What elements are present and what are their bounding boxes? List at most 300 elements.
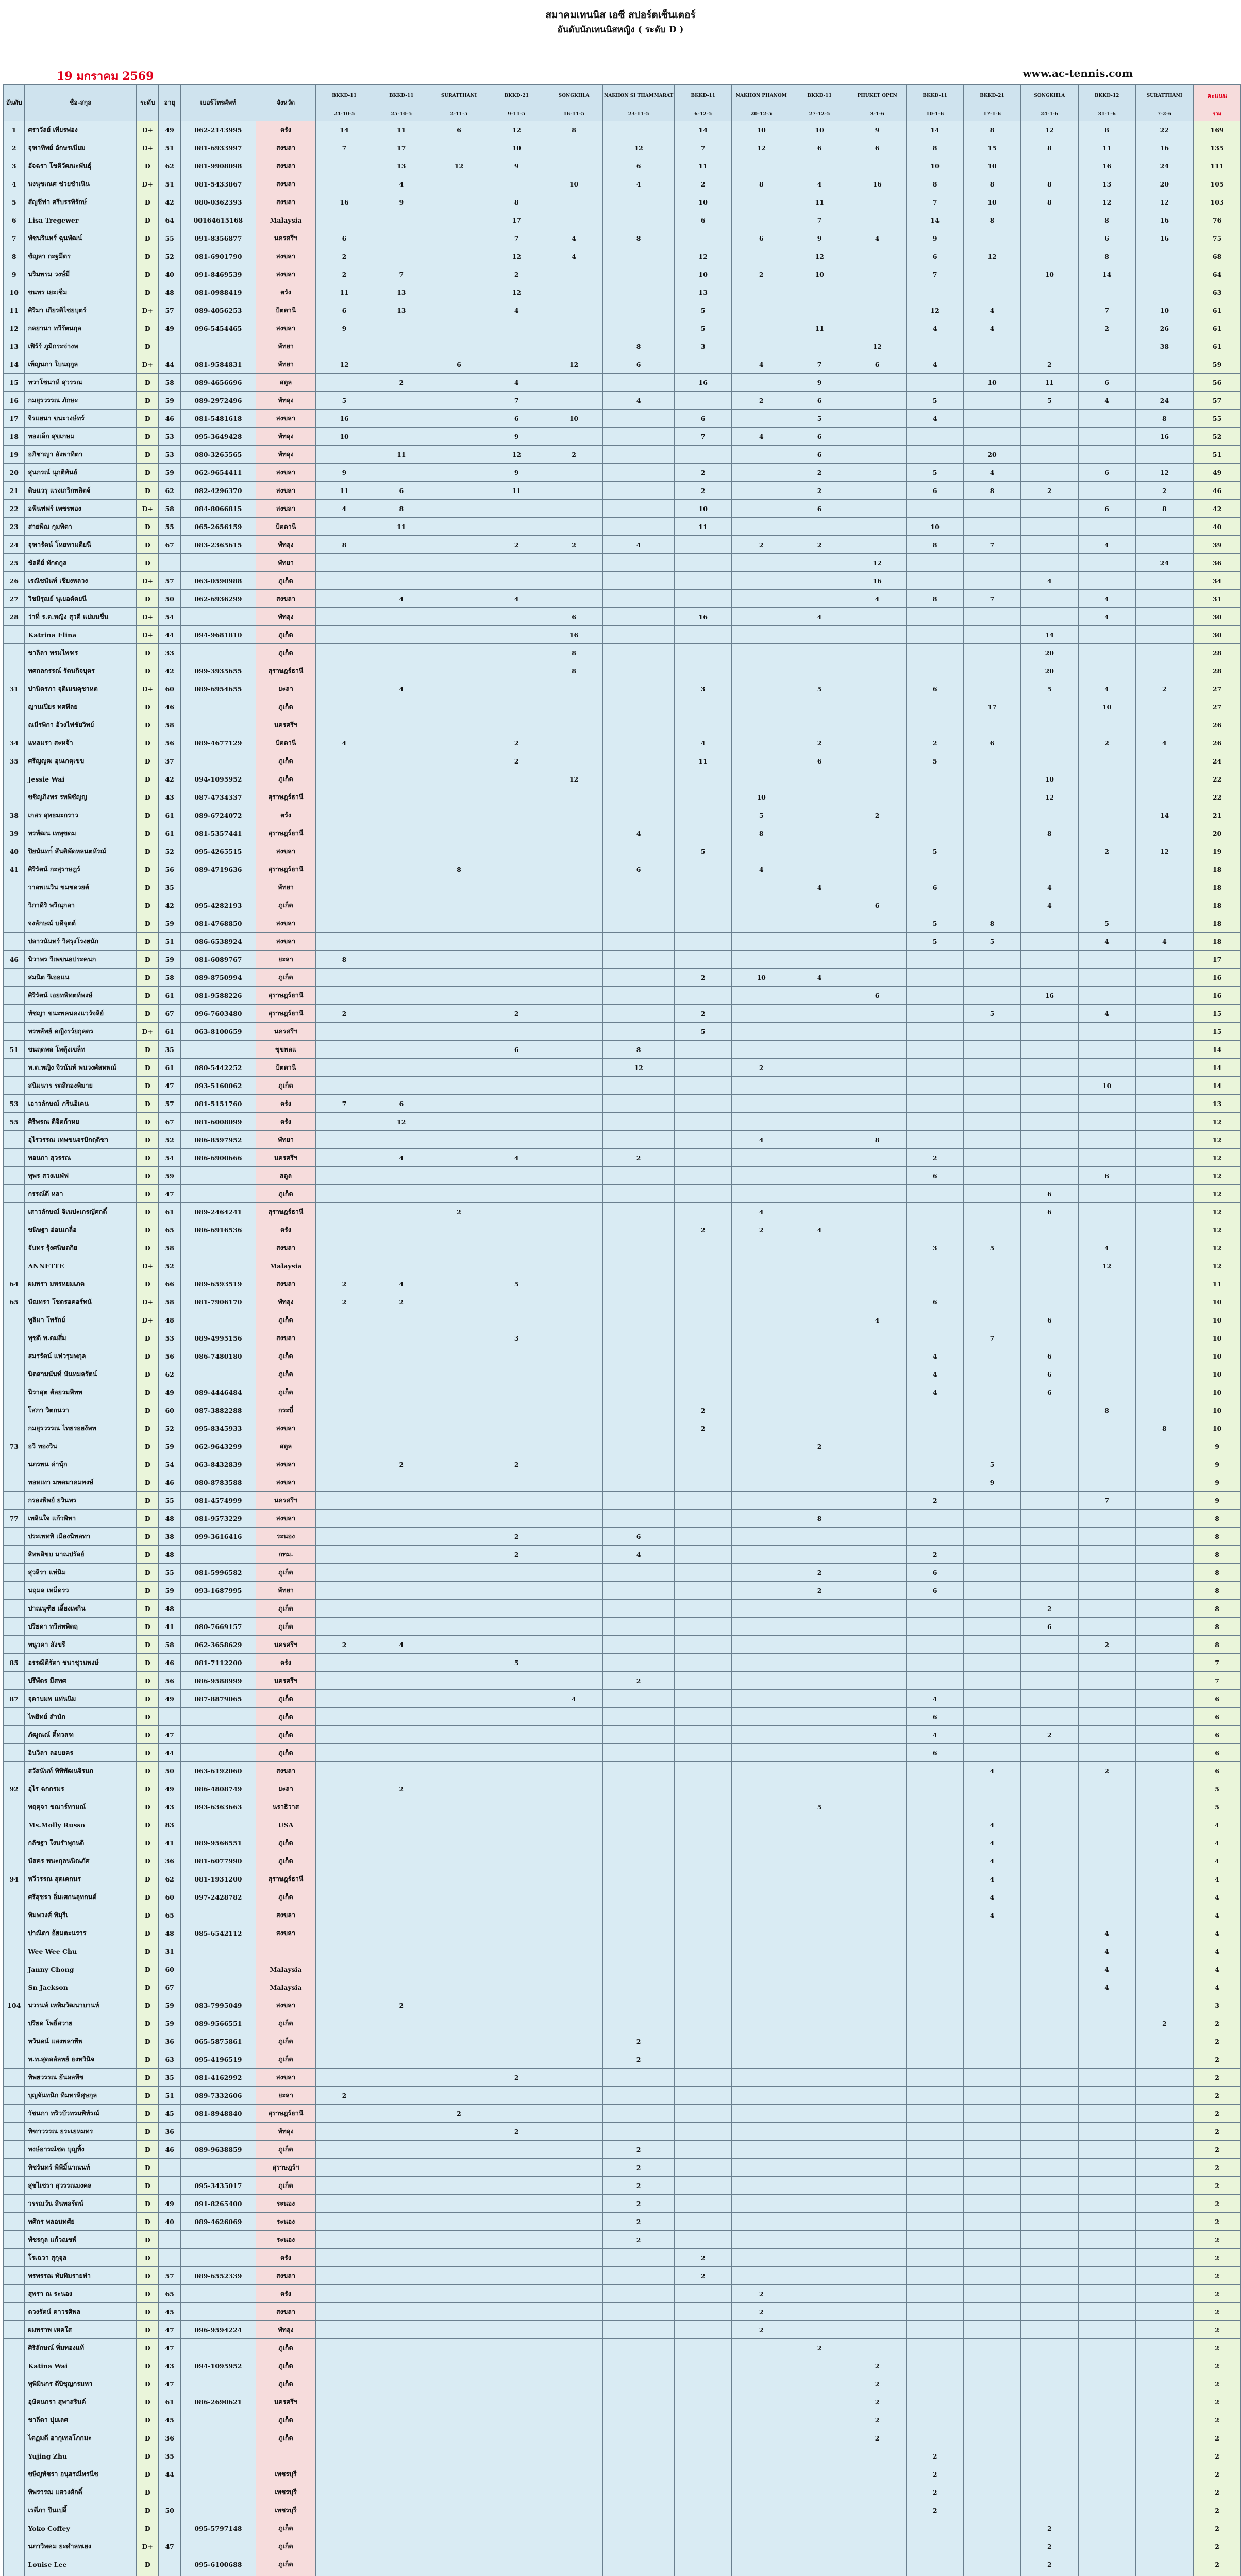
- level-cell: D: [137, 374, 159, 392]
- score-cell: 2: [907, 1546, 964, 1564]
- website-link[interactable]: www.ac-tennis.com: [1022, 67, 1133, 79]
- score-cell: [430, 2213, 488, 2231]
- event-header: NAKHON SI THAMMARAT: [602, 85, 674, 107]
- score-cell: 4: [964, 1852, 1021, 1870]
- table-row: [4, 1636, 1241, 1654]
- score-cell: [1020, 283, 1078, 301]
- score-cell: 4: [373, 1636, 430, 1654]
- score-cell: 10: [732, 969, 791, 987]
- province-cell: นครศรีฯ: [256, 2393, 315, 2411]
- score-cell: [848, 1528, 907, 1546]
- phone-cell: 083-7995049: [180, 1996, 256, 2014]
- total-cell: 2: [1194, 2339, 1241, 2357]
- score-cell: [488, 2195, 545, 2213]
- score-cell: [675, 2321, 732, 2339]
- score-cell: [848, 1059, 907, 1077]
- score-cell: [545, 1239, 603, 1257]
- score-cell: [373, 2285, 430, 2303]
- score-cell: [545, 1996, 603, 2014]
- province-cell: ตรัง: [256, 1221, 315, 1239]
- phone-cell: 062-3658629: [180, 1636, 256, 1654]
- score-cell: [1135, 644, 1194, 662]
- total-cell: 2: [1194, 2519, 1241, 2537]
- total-cell: 10: [1194, 1329, 1241, 1347]
- score-cell: [1078, 1564, 1135, 1582]
- score-cell: [791, 1780, 848, 1798]
- score-cell: [1020, 247, 1078, 265]
- score-cell: [1020, 464, 1078, 482]
- score-cell: [430, 933, 488, 951]
- score-cell: [1078, 878, 1135, 896]
- province-cell: สงขลา: [256, 500, 315, 518]
- table-row: [4, 500, 1241, 518]
- score-cell: [430, 2483, 488, 2501]
- score-cell: [964, 554, 1021, 572]
- total-cell: 10: [1194, 1347, 1241, 1365]
- score-cell: 2: [907, 2447, 964, 2465]
- age-cell: 44: [159, 1744, 181, 1762]
- score-cell: [732, 337, 791, 355]
- total-cell: 7: [1194, 1654, 1241, 1672]
- level-cell: D: [137, 896, 159, 914]
- score-cell: [848, 1365, 907, 1383]
- score-cell: [430, 1149, 488, 1167]
- province-cell: สงขลา: [256, 139, 315, 157]
- score-cell: 5: [675, 301, 732, 319]
- rank-cell: [4, 2105, 25, 2123]
- score-cell: [964, 1311, 1021, 1329]
- level-cell: D: [137, 2069, 159, 2087]
- score-cell: 4: [964, 1888, 1021, 1906]
- score-cell: [373, 2195, 430, 2213]
- score-cell: [316, 1077, 373, 1095]
- score-cell: [488, 788, 545, 806]
- level-cell: [137, 2573, 159, 2576]
- phone-cell: 081-4768850: [180, 914, 256, 933]
- score-cell: 4: [373, 175, 430, 193]
- score-cell: 26: [1135, 319, 1194, 337]
- score-cell: [1078, 2267, 1135, 2285]
- score-cell: [545, 572, 603, 590]
- score-cell: [602, 410, 674, 428]
- score-cell: [1020, 1221, 1078, 1239]
- score-cell: [1020, 969, 1078, 987]
- level-cell: D: [137, 860, 159, 878]
- age-cell: 42: [159, 896, 181, 914]
- score-cell: [430, 1546, 488, 1564]
- score-cell: [964, 1654, 1021, 1672]
- total-cell: 61: [1194, 319, 1241, 337]
- province-cell: ภูเก็ต: [256, 1618, 315, 1636]
- score-cell: [907, 428, 964, 446]
- score-cell: 2: [675, 1005, 732, 1023]
- level-cell: D: [137, 987, 159, 1005]
- score-cell: [848, 1672, 907, 1690]
- score-cell: 4: [964, 1762, 1021, 1780]
- score-cell: [602, 283, 674, 301]
- score-cell: 2: [791, 2339, 848, 2357]
- score-cell: [675, 1690, 732, 1708]
- score-cell: 13: [373, 283, 430, 301]
- table-row: [4, 590, 1241, 608]
- score-cell: [602, 2105, 674, 2123]
- score-cell: 5: [675, 319, 732, 337]
- age-cell: [159, 554, 181, 572]
- province-cell: ภูเก็ต: [256, 2411, 315, 2429]
- name-cell: ทองเล็ก สุขเกษม: [25, 428, 137, 446]
- score-cell: 6: [1078, 374, 1135, 392]
- score-cell: [964, 662, 1021, 680]
- score-cell: [1020, 2195, 1078, 2213]
- score-cell: 2: [675, 464, 732, 482]
- age-cell: 46: [159, 1473, 181, 1492]
- score-cell: [1020, 2393, 1078, 2411]
- province-cell: ภูเก็ต: [256, 752, 315, 770]
- total-cell: 18: [1194, 860, 1241, 878]
- total-cell: 2: [1194, 2537, 1241, 2555]
- score-cell: [430, 2393, 488, 2411]
- score-cell: 14: [675, 121, 732, 139]
- score-cell: [488, 2321, 545, 2339]
- score-cell: [964, 2339, 1021, 2357]
- score-cell: [675, 1473, 732, 1492]
- score-cell: 4: [964, 1870, 1021, 1888]
- phone-cell: 089-9638859: [180, 2141, 256, 2159]
- score-cell: [602, 1203, 674, 1221]
- level-cell: D: [137, 1960, 159, 1978]
- score-cell: 9: [316, 319, 373, 337]
- score-cell: [1078, 1311, 1135, 1329]
- score-cell: [316, 1618, 373, 1636]
- score-cell: [545, 788, 603, 806]
- score-cell: [602, 193, 674, 211]
- score-cell: [373, 987, 430, 1005]
- total-cell: 28: [1194, 662, 1241, 680]
- score-cell: [791, 626, 848, 644]
- score-cell: [675, 1816, 732, 1834]
- total-cell: 2: [1194, 2050, 1241, 2069]
- score-cell: [732, 2267, 791, 2285]
- score-cell: [848, 211, 907, 229]
- score-cell: [791, 1546, 848, 1564]
- score-cell: 7: [964, 536, 1021, 554]
- table-row: [4, 1311, 1241, 1329]
- score-cell: [316, 2321, 373, 2339]
- score-cell: [1135, 878, 1194, 896]
- table-row: [4, 1870, 1241, 1888]
- phone-cell: [180, 2123, 256, 2141]
- rank-cell: [4, 1744, 25, 1762]
- level-cell: D: [137, 1473, 159, 1492]
- score-cell: [675, 1059, 732, 1077]
- score-cell: [373, 1798, 430, 1816]
- score-cell: 8: [373, 500, 430, 518]
- score-cell: [488, 2393, 545, 2411]
- score-cell: [964, 2321, 1021, 2339]
- score-cell: [675, 933, 732, 951]
- province-cell: ปัตตานี: [256, 1059, 315, 1077]
- score-cell: [430, 1437, 488, 1455]
- score-cell: [907, 1077, 964, 1095]
- level-cell: D: [137, 265, 159, 283]
- name-cell: นัสคร พนะกุลนนิณภัศ: [25, 1852, 137, 1870]
- score-cell: [1020, 1906, 1078, 1924]
- score-cell: 2: [675, 175, 732, 193]
- total-cell: 27: [1194, 698, 1241, 716]
- rank-cell: 22: [4, 500, 25, 518]
- total-cell: 8: [1194, 1528, 1241, 1546]
- score-cell: 6: [545, 608, 603, 626]
- score-cell: [316, 590, 373, 608]
- score-cell: [1020, 1780, 1078, 1798]
- score-cell: [316, 2249, 373, 2267]
- score-cell: 8: [545, 662, 603, 680]
- score-cell: [373, 1185, 430, 1203]
- score-cell: 6: [1020, 1185, 1078, 1203]
- score-cell: [1020, 1401, 1078, 1419]
- score-cell: [488, 1600, 545, 1618]
- score-cell: [675, 644, 732, 662]
- name-cell: วาลพเนวิน ขมชดวยต์: [25, 878, 137, 896]
- level-cell: D: [137, 1131, 159, 1149]
- phone-cell: 086-8597952: [180, 1131, 256, 1149]
- province-cell: สุราษฎร์ธานี: [256, 2105, 315, 2123]
- score-cell: 4: [373, 1149, 430, 1167]
- score-cell: [1135, 1528, 1194, 1546]
- phone-cell: 086-6900666: [180, 1149, 256, 1167]
- score-cell: [316, 896, 373, 914]
- score-cell: [430, 1870, 488, 1888]
- phone-cell: 091-8356877: [180, 229, 256, 247]
- score-cell: [732, 1564, 791, 1582]
- score-cell: [545, 1870, 603, 1888]
- score-cell: [1020, 2447, 1078, 2465]
- name-cell: สุพรา ณ ระนอง: [25, 2285, 137, 2303]
- name-cell: ศิริรัตน์ กะสุราษฎร์: [25, 860, 137, 878]
- score-cell: [1135, 1347, 1194, 1365]
- score-cell: [545, 1113, 603, 1131]
- table-row: [4, 1798, 1241, 1816]
- rank-cell: [4, 2303, 25, 2321]
- score-cell: 8: [602, 1041, 674, 1059]
- score-cell: [848, 1582, 907, 1600]
- score-cell: [675, 806, 732, 824]
- score-cell: 2: [488, 536, 545, 554]
- level-cell: D: [137, 536, 159, 554]
- score-cell: 16: [848, 572, 907, 590]
- score-cell: 2: [732, 1221, 791, 1239]
- score-cell: [907, 716, 964, 734]
- score-cell: [964, 860, 1021, 878]
- rank-cell: [4, 2429, 25, 2447]
- rank-cell: 1: [4, 121, 25, 139]
- score-cell: [907, 1852, 964, 1870]
- score-cell: [1135, 518, 1194, 536]
- rank-cell: [4, 2069, 25, 2087]
- age-cell: 83: [159, 1816, 181, 1834]
- name-cell: ชาลิลา พรมไพฑร: [25, 644, 137, 662]
- score-cell: [675, 896, 732, 914]
- score-cell: [848, 1401, 907, 1419]
- level-cell: D: [137, 2483, 159, 2501]
- name-cell: พนูวดา สังขรี: [25, 1636, 137, 1654]
- phone-cell: 081-5996582: [180, 1564, 256, 1582]
- score-cell: [602, 1257, 674, 1275]
- name-cell: เสาวลักษณ์ จิเนปะเกรญัศกดิ์: [25, 1203, 137, 1221]
- score-cell: [964, 2159, 1021, 2177]
- score-cell: 17: [373, 139, 430, 157]
- score-cell: 2: [848, 2375, 907, 2393]
- score-cell: [848, 2159, 907, 2177]
- score-cell: [848, 788, 907, 806]
- rank-cell: [4, 2573, 25, 2576]
- score-cell: [732, 1636, 791, 1654]
- score-cell: [848, 1618, 907, 1636]
- score-cell: 5: [791, 1798, 848, 1816]
- total-cell: 10: [1194, 1293, 1241, 1311]
- rank-cell: 2: [4, 139, 25, 157]
- phone-cell: 080-3265565: [180, 446, 256, 464]
- score-cell: [1078, 770, 1135, 788]
- score-cell: [1135, 1762, 1194, 1780]
- score-cell: 4: [907, 1690, 964, 1708]
- score-cell: [675, 1888, 732, 1906]
- score-cell: [373, 2483, 430, 2501]
- table-row: [4, 2573, 1241, 2576]
- level-cell: D: [137, 2465, 159, 2483]
- table-row: [4, 1924, 1241, 1942]
- name-cell: อรรฒิติรัตา ชนาชุวนพงษ์: [25, 1654, 137, 1672]
- score-cell: [848, 716, 907, 734]
- phone-cell: [180, 2447, 256, 2465]
- score-cell: [964, 2411, 1021, 2429]
- phone-cell: 081-7906170: [180, 1293, 256, 1311]
- score-cell: [675, 1672, 732, 1690]
- score-cell: [907, 2411, 964, 2429]
- name-cell: นัณทรา โชตรอคอร์ทนั: [25, 1293, 137, 1311]
- level-cell: D: [137, 1906, 159, 1924]
- score-cell: [373, 464, 430, 482]
- rank-cell: 94: [4, 1870, 25, 1888]
- total-cell: 18: [1194, 896, 1241, 914]
- rank-cell: 12: [4, 319, 25, 337]
- province-cell: สงขลา: [256, 1924, 315, 1942]
- score-cell: [1135, 1239, 1194, 1257]
- score-cell: [1078, 1437, 1135, 1455]
- score-cell: [430, 2159, 488, 2177]
- score-cell: [430, 1221, 488, 1239]
- score-cell: [1135, 2519, 1194, 2537]
- score-cell: [1020, 1095, 1078, 1113]
- score-cell: [316, 2519, 373, 2537]
- score-cell: [602, 1582, 674, 1600]
- score-cell: [848, 1690, 907, 1708]
- score-cell: [602, 211, 674, 229]
- score-cell: [1135, 2069, 1194, 2087]
- score-cell: [545, 860, 603, 878]
- level-cell: D: [137, 283, 159, 301]
- score-cell: 24: [1135, 157, 1194, 175]
- score-cell: [964, 1726, 1021, 1744]
- level-cell: D: [137, 2393, 159, 2411]
- score-cell: [373, 1618, 430, 1636]
- score-cell: 6: [732, 229, 791, 247]
- score-cell: [675, 2014, 732, 2032]
- score-cell: [1020, 1546, 1078, 1564]
- score-cell: [1078, 1582, 1135, 1600]
- score-cell: 5: [732, 806, 791, 824]
- score-cell: [1135, 1654, 1194, 1672]
- score-cell: [964, 2177, 1021, 2195]
- rank-cell: 65: [4, 1293, 25, 1311]
- score-cell: [1078, 446, 1135, 464]
- rank-cell: [4, 2159, 25, 2177]
- score-cell: [848, 2303, 907, 2321]
- score-cell: [1135, 2285, 1194, 2303]
- score-cell: [1135, 1167, 1194, 1185]
- score-cell: [732, 662, 791, 680]
- score-cell: [675, 1798, 732, 1816]
- score-cell: [545, 698, 603, 716]
- score-cell: [791, 1257, 848, 1275]
- rank-cell: [4, 2195, 25, 2213]
- age-cell: 53: [159, 1329, 181, 1347]
- score-cell: 8: [907, 590, 964, 608]
- score-cell: [732, 1870, 791, 1888]
- score-cell: [791, 716, 848, 734]
- score-cell: [1135, 2375, 1194, 2393]
- score-cell: [316, 2483, 373, 2501]
- score-cell: 4: [1020, 878, 1078, 896]
- score-cell: [1020, 1690, 1078, 1708]
- score-cell: [430, 680, 488, 698]
- score-cell: [545, 2267, 603, 2285]
- level-cell: D+: [137, 301, 159, 319]
- score-cell: [373, 626, 430, 644]
- level-cell: D: [137, 2141, 159, 2159]
- score-cell: [675, 914, 732, 933]
- score-cell: 8: [964, 175, 1021, 193]
- table-row: [4, 2411, 1241, 2429]
- level-cell: D: [137, 1690, 159, 1708]
- score-cell: [430, 1239, 488, 1257]
- score-cell: [316, 1492, 373, 1510]
- score-cell: [430, 1185, 488, 1203]
- total-cell: 36: [1194, 554, 1241, 572]
- age-cell: 43: [159, 1798, 181, 1816]
- score-cell: [488, 1510, 545, 1528]
- score-cell: [732, 590, 791, 608]
- score-cell: [848, 1510, 907, 1528]
- score-cell: [1020, 2050, 1078, 2069]
- score-cell: [1135, 1131, 1194, 1149]
- level-cell: D: [137, 229, 159, 247]
- score-cell: [907, 1437, 964, 1455]
- total-cell: 42: [1194, 500, 1241, 518]
- score-cell: [732, 1257, 791, 1275]
- score-cell: [1135, 1582, 1194, 1600]
- score-cell: [1020, 536, 1078, 554]
- province-cell: สงขลา: [256, 1455, 315, 1473]
- score-cell: [1135, 536, 1194, 554]
- level-cell: D: [137, 2195, 159, 2213]
- score-cell: [1135, 788, 1194, 806]
- score-cell: 16: [1135, 139, 1194, 157]
- score-cell: [848, 1798, 907, 1816]
- score-cell: [1135, 1546, 1194, 1564]
- score-cell: [373, 1510, 430, 1528]
- score-cell: [848, 1564, 907, 1582]
